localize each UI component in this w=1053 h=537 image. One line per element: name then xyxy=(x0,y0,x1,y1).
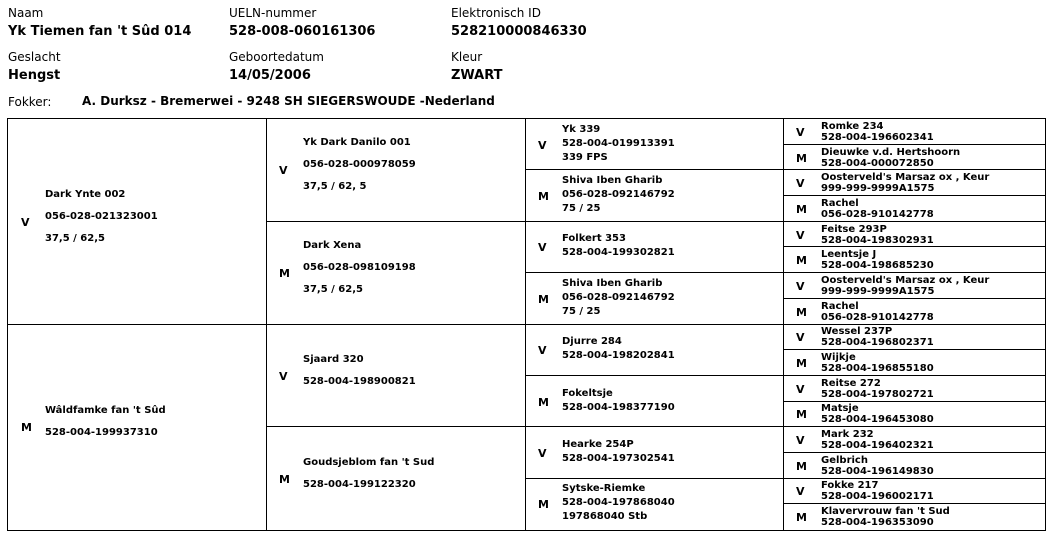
ancestor-info xyxy=(821,121,934,143)
pedigree-gen4-cell xyxy=(784,299,1045,325)
sex-marker: V xyxy=(279,369,288,383)
ancestor-detail: 528-004-196402321 xyxy=(821,440,934,452)
ancestor-name: Romke 234 xyxy=(821,120,884,132)
ancestor-detail: 056-028-098109198 xyxy=(303,262,416,274)
ancestor-info xyxy=(303,240,416,306)
ancestor-info xyxy=(821,378,934,400)
pedigree-gen3-cell xyxy=(526,119,784,170)
pedigree-gen3-cell xyxy=(526,479,784,530)
ancestor-name: Yk 339 xyxy=(562,123,601,135)
sex-marker: V xyxy=(538,344,547,358)
ancestor-name: Mark 232 xyxy=(821,429,874,441)
ancestor-detail: 999-999-9999A1575 xyxy=(821,183,935,195)
ancestor-detail: 528-004-196353090 xyxy=(821,517,934,529)
sex-marker: V xyxy=(796,382,805,396)
ancestor-name: Fokeltsje xyxy=(562,387,613,399)
ancestor-info xyxy=(562,175,675,217)
sex-marker: M xyxy=(279,267,290,281)
ancestor-detail: 339 FPS xyxy=(562,151,608,163)
sex-marker: V xyxy=(796,228,805,242)
pedigree-gen1-cell xyxy=(8,119,267,325)
geboorte-label: Geboortedatum xyxy=(229,50,324,64)
chip-value: 528210000846330 xyxy=(451,24,587,39)
ancestor-name: Fokke 217 xyxy=(821,480,879,492)
ancestor-detail: 528-004-198202841 xyxy=(562,350,675,362)
ancestor-detail: 528-004-197868040 xyxy=(562,497,675,509)
ancestor-info xyxy=(821,224,934,246)
sex-marker: V xyxy=(21,215,30,229)
ueln-label: UELN-nummer xyxy=(229,6,317,20)
ancestor-info xyxy=(821,198,934,220)
sex-marker: V xyxy=(796,177,805,191)
ancestor-name: Dark Xena xyxy=(303,240,362,252)
ancestor-info xyxy=(821,249,934,271)
ancestor-detail: 37,5 / 62,5 xyxy=(45,232,105,244)
ancestor-name: Sjaard 320 xyxy=(303,353,364,365)
naam-label: Naam xyxy=(8,6,44,20)
ancestor-info xyxy=(821,403,934,425)
ancestor-info xyxy=(562,124,675,166)
ancestor-info xyxy=(821,147,960,169)
pedigree-gen4-cell xyxy=(784,376,1045,402)
sex-marker: V xyxy=(796,485,805,499)
pedigree-gen4-cell xyxy=(784,402,1045,428)
pedigree-gen3-cell xyxy=(526,170,784,221)
ancestor-info xyxy=(303,354,416,398)
ancestor-info xyxy=(821,506,950,528)
ancestor-detail: 528-004-198377190 xyxy=(562,401,675,413)
fokker-label: Fokker: xyxy=(8,95,52,109)
ancestor-info xyxy=(45,405,166,449)
ancestor-info xyxy=(303,137,416,203)
pedigree-gen4-cell xyxy=(784,504,1045,530)
ancestor-info xyxy=(562,388,675,416)
ancestor-detail: 528-004-019913391 xyxy=(562,137,675,149)
sex-marker: V xyxy=(279,164,288,178)
pedigree-gen4-cell xyxy=(784,325,1045,351)
ancestor-detail: 528-004-198685230 xyxy=(821,260,934,272)
ancestor-detail: 056-028-000978059 xyxy=(303,159,416,171)
ancestor-info xyxy=(45,189,158,255)
ancestor-detail: 528-004-196149830 xyxy=(821,465,934,477)
ancestor-detail: 056-028-092146792 xyxy=(562,291,675,303)
pedigree-gen4-cell xyxy=(784,247,1045,273)
pedigree-gen4-cell xyxy=(784,273,1045,299)
ancestor-info xyxy=(562,336,675,364)
ancestor-info xyxy=(821,480,934,502)
ancestor-name: Oosterveld's Marsaz ox , Keur xyxy=(821,172,990,184)
ancestor-info xyxy=(562,233,675,261)
ancestor-detail: 528-004-199302821 xyxy=(562,247,675,259)
ancestor-info xyxy=(821,301,934,323)
pedigree-gen3-cell xyxy=(526,273,784,324)
ancestor-name: Rachel xyxy=(821,300,859,312)
ancestor-detail: 528-004-198302931 xyxy=(821,234,934,246)
ancestor-name: Goudsjeblom fan 't Sud xyxy=(303,456,435,468)
ancestor-detail: 528-004-000072850 xyxy=(821,157,934,169)
ancestor-info xyxy=(562,483,675,525)
sex-marker: M xyxy=(796,202,807,216)
ancestor-name: Wijkje xyxy=(821,352,856,364)
ancestor-name: Dieuwke v.d. Hertshoorn xyxy=(821,146,961,158)
ancestor-detail: 528-004-199937310 xyxy=(45,427,158,439)
ancestor-detail: 528-004-198900821 xyxy=(303,375,416,387)
pedigree-gen2-cell xyxy=(267,427,526,530)
sex-marker: V xyxy=(796,125,805,139)
ancestor-detail: 528-004-196602341 xyxy=(821,131,934,143)
sex-marker: M xyxy=(796,459,807,473)
ancestor-name: Yk Dark Danilo 001 xyxy=(303,137,411,149)
ancestor-detail: 528-004-197302541 xyxy=(562,452,675,464)
ancestor-detail: 528-004-199122320 xyxy=(303,478,416,490)
sex-marker: M xyxy=(796,151,807,165)
pedigree-gen4-cell xyxy=(784,479,1045,505)
ancestor-detail: 37,5 / 62, 5 xyxy=(303,181,367,193)
ancestor-name: Shiva Iben Gharib xyxy=(562,277,663,289)
ancestor-name: Wâldfamke fan 't Sûd xyxy=(45,405,166,417)
ancestor-name: Klavervrouw fan 't Sud xyxy=(821,506,950,518)
ancestor-detail: 37,5 / 62,5 xyxy=(303,284,363,296)
pedigree-gen4-cell xyxy=(784,119,1045,145)
sex-marker: M xyxy=(538,292,549,306)
ancestor-info xyxy=(821,455,934,477)
kleur-label: Kleur xyxy=(451,50,483,64)
ancestor-name: Rachel xyxy=(821,197,859,209)
sex-marker: M xyxy=(538,190,549,204)
sex-marker: M xyxy=(538,395,549,409)
ancestor-detail: 999-999-9999A1575 xyxy=(821,285,935,297)
geboorte-value: 14/05/2006 xyxy=(229,68,311,83)
ancestor-info xyxy=(562,278,675,320)
sex-marker: M xyxy=(21,421,32,435)
pedigree-gen2-cell xyxy=(267,222,526,325)
ancestor-detail: 056-028-910142778 xyxy=(821,311,934,323)
ancestor-detail: 056-028-021323001 xyxy=(45,210,158,222)
pedigree-gen3-cell xyxy=(526,325,784,376)
ancestor-name: Leentsje J xyxy=(821,249,877,261)
ancestor-info xyxy=(821,172,989,194)
pedigree-gen4-cell xyxy=(784,170,1045,196)
ancestor-detail: 75 / 25 xyxy=(562,203,601,215)
ancestor-info xyxy=(562,439,675,467)
ancestor-info xyxy=(303,457,434,501)
pedigree-gen4-cell xyxy=(784,222,1045,248)
ancestor-name: Reitse 272 xyxy=(821,377,881,389)
ancestor-detail: 528-004-196802371 xyxy=(821,337,934,349)
sex-marker: V xyxy=(538,446,547,460)
ancestor-info xyxy=(821,429,934,451)
ancestor-detail: 197868040 Stb xyxy=(562,511,648,523)
pedigree-gen4-cell xyxy=(784,350,1045,376)
ancestor-info xyxy=(821,275,989,297)
pedigree-gen4-cell xyxy=(784,196,1045,222)
pedigree-gen3-cell xyxy=(526,427,784,478)
kleur-value: ZWART xyxy=(451,68,503,83)
ancestor-name: Oosterveld's Marsaz ox , Keur xyxy=(821,274,990,286)
pedigree-gen4-cell xyxy=(784,427,1045,453)
sex-marker: M xyxy=(796,357,807,371)
pedigree-gen4-cell xyxy=(784,453,1045,479)
ancestor-detail: 056-028-092146792 xyxy=(562,189,675,201)
ancestor-name: Wessel 237P xyxy=(821,326,893,338)
ancestor-info xyxy=(821,352,934,374)
ancestor-name: Feitse 293P xyxy=(821,223,887,235)
ancestor-name: Djurre 284 xyxy=(562,336,622,348)
ancestor-detail: 528-004-196453080 xyxy=(821,414,934,426)
horse-name: Yk Tiemen fan 't Sûd 014 xyxy=(8,24,192,39)
sex-marker: V xyxy=(538,241,547,255)
ancestor-name: Gelbrich xyxy=(821,454,868,466)
pedigree-gen2-cell xyxy=(267,325,526,428)
ueln-value: 528-008-060161306 xyxy=(229,24,376,39)
chip-label: Elektronisch ID xyxy=(451,6,541,20)
ancestor-name: Hearke 254P xyxy=(562,438,634,450)
sex-marker: M xyxy=(538,498,549,512)
ancestor-name: Dark Ynte 002 xyxy=(45,188,126,200)
geslacht-label: Geslacht xyxy=(8,50,61,64)
sex-marker: V xyxy=(796,331,805,345)
ancestor-detail: 75 / 25 xyxy=(562,305,601,317)
sex-marker: V xyxy=(796,434,805,448)
pedigree-table xyxy=(7,118,1046,531)
geslacht-value: Hengst xyxy=(8,68,61,83)
ancestor-detail: 056-028-910142778 xyxy=(821,208,934,220)
pedigree-gen1-cell xyxy=(8,325,267,531)
sex-marker: M xyxy=(796,254,807,268)
ancestor-info xyxy=(821,326,934,348)
ancestor-detail: 528-004-197802721 xyxy=(821,388,934,400)
sex-marker: M xyxy=(796,408,807,422)
ancestor-detail: 528-004-196002171 xyxy=(821,491,934,503)
pedigree-gen4-cell xyxy=(784,145,1045,171)
sex-marker: M xyxy=(279,472,290,486)
fokker-value: A. Durksz - Bremerwei - 9248 SH SIEGERSWOUDE -Nederland xyxy=(82,94,495,108)
ancestor-name: Shiva Iben Gharib xyxy=(562,175,663,187)
sex-marker: V xyxy=(538,138,547,152)
pedigree-gen3-cell xyxy=(526,222,784,273)
pedigree-gen3-cell xyxy=(526,376,784,427)
ancestor-name: Sytske-Riemke xyxy=(562,483,646,495)
pedigree-gen2-cell xyxy=(267,119,526,222)
ancestor-name: Matsje xyxy=(821,403,859,415)
ancestor-name: Folkert 353 xyxy=(562,233,626,245)
ancestor-detail: 528-004-196855180 xyxy=(821,363,934,375)
sex-marker: M xyxy=(796,511,807,525)
sex-marker: M xyxy=(796,305,807,319)
sex-marker: V xyxy=(796,279,805,293)
